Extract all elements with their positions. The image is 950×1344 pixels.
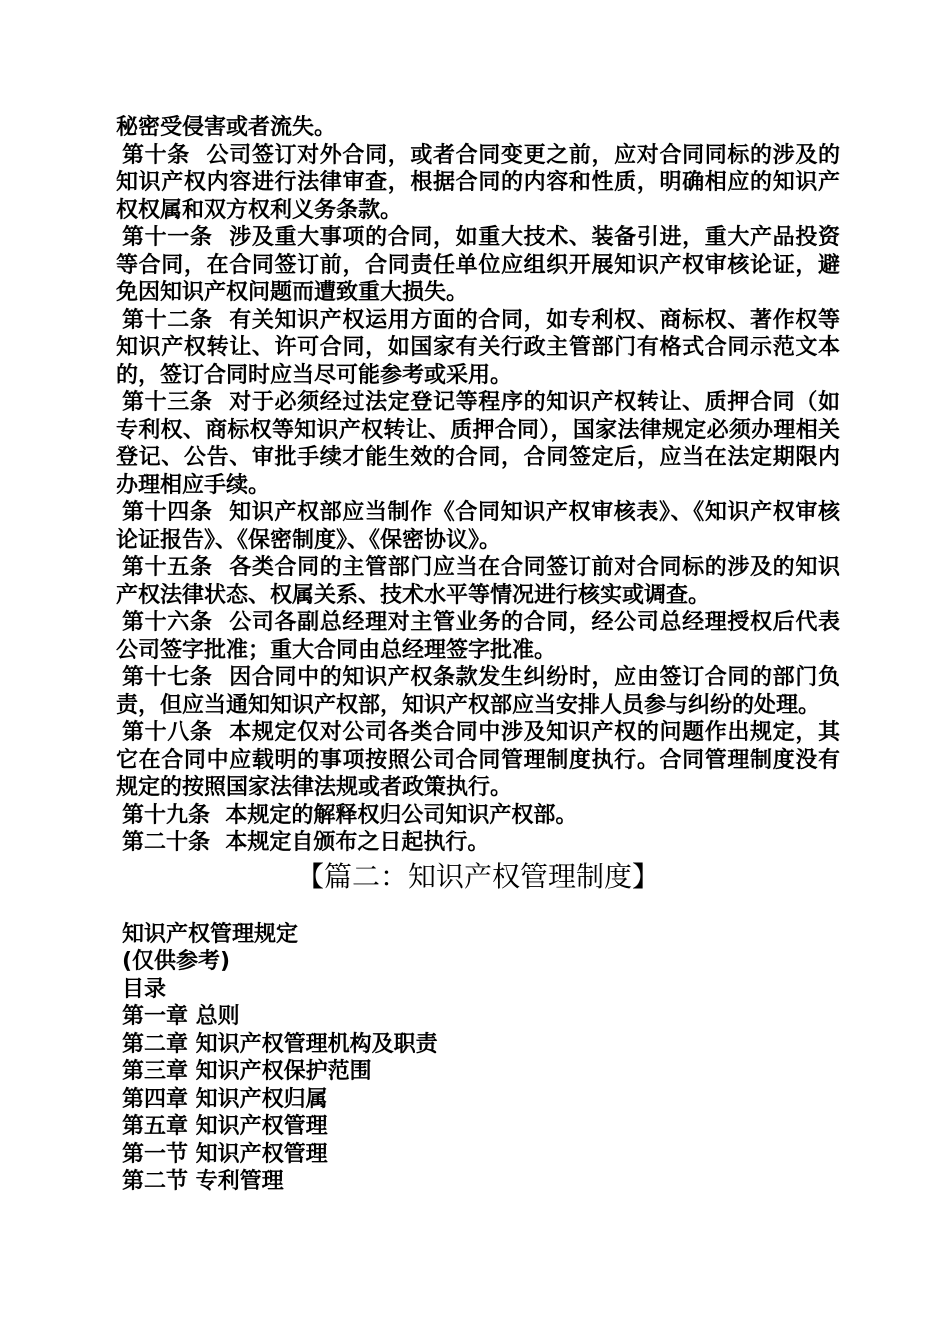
toc-item: 第一节 知识产权管理: [122, 1141, 328, 1167]
lead-fragment: 秘密受侵害或者流失。: [116, 115, 337, 140]
article-text: 涉及重大事项的合同，如重大技术、装备引进，重大产品投资等合同，在合同签订前，合同责任单位应组织开展知识产权审核论证，避免因知识产权问题而遭致重大损失。: [116, 225, 840, 305]
article-number: 第十九条: [122, 802, 211, 828]
article-number: 第十八条: [122, 720, 213, 745]
toc-item: 第二章 知识产权管理机构及职责: [122, 1031, 438, 1057]
article-number: 第二十条: [122, 830, 211, 855]
toc-item: 第二节 专利管理: [122, 1169, 284, 1194]
article-text: 各类合同的主管部门应当在合同签订前对合同标的涉及的知识产权法律状态、权属关系、技术水平等情况进行核实或调查。: [116, 555, 840, 608]
article-number: 第十三条: [122, 390, 213, 415]
article: [116, 554, 840, 609]
toc-item: 第一章 总则: [122, 1004, 240, 1029]
article: [116, 224, 840, 307]
article: [116, 719, 840, 802]
article-number: 第十二条: [122, 307, 213, 333]
article: [116, 829, 840, 857]
article: [116, 142, 840, 225]
section-title: 【篇二：知识产权管理制度】: [295, 859, 660, 893]
article: [116, 389, 840, 499]
doc-title: 知识产权管理规定: [122, 921, 299, 947]
article-number: 第十一条: [122, 225, 213, 250]
article-number: 第十条: [122, 142, 190, 168]
article-text: 知识产权部应当制作《合同知识产权审核表》、《知识产权审核论证报告》、《保密制度》、《保密协议》。: [116, 500, 840, 553]
article-number: 第十四条: [122, 500, 213, 525]
article-text: 本规定的解释权归公司知识产权部。: [225, 802, 578, 828]
document-body: [116, 114, 840, 1196]
toc-item: 第四章 知识产权归属: [122, 1086, 328, 1112]
article: [116, 307, 840, 390]
article-text: 因合同中的知识产权条款发生纠纷时，应由签订合同的部门负责，但应当通知知识产权部，知识产权部应当安排人员参与纠纷的处理。: [116, 665, 840, 718]
article-text: 公司签订对外合同，或者合同变更之前，应对合同同标的涉及的知识产权内容进行法律审查，根据合同的内容和性质，明确相应的知识产权权属和双方权利义务条款。: [116, 142, 840, 223]
article: [116, 802, 840, 830]
article-text: 对于必须经过法定登记等程序的知识产权转让、质押合同（如专利权、商标权等知识产权转让、质押合同），国家法律规定必须办理相关登记、公告、审批手续才能生效的合同，合同签定后，应当在法定期限内办理相应手续。: [116, 390, 840, 498]
article-text: 公司各副总经理对主管业务的合同，经公司总经理授权后代表公司签字批准；重大合同由总经理签字批准。: [116, 610, 840, 663]
article-number: 第十七条: [122, 665, 213, 690]
article-text: 本规定自颁布之日起执行。: [225, 830, 490, 855]
table-of-contents: [116, 921, 840, 1196]
article-list: [116, 142, 840, 857]
toc-item: 第三章 知识产权保护范围: [122, 1059, 372, 1084]
article-text: 有关知识产权运用方面的合同，如专利权、商标权、著作权等知识产权转让、许可合同，如国家有关行政主管部门有格式合同示范文本的，签订合同时应当尽可能参考或采用。: [116, 307, 840, 388]
article: [116, 609, 840, 664]
article-number: 第十六条: [122, 610, 213, 635]
article: [116, 664, 840, 719]
article: [116, 499, 840, 554]
toc-item: 第五章 知识产权管理: [122, 1114, 328, 1139]
reference-note: (仅供参考): [122, 949, 231, 974]
article-number: 第十五条: [122, 555, 213, 580]
toc-heading: 目录: [122, 976, 167, 1002]
article-text: 本规定仅对公司各类合同中涉及知识产权的问题作出规定，其它在合同中应载明的事项按照公司合同管理制度执行。合同管理制度没有规定的按照国家法律法规或者政策执行。: [116, 720, 840, 800]
